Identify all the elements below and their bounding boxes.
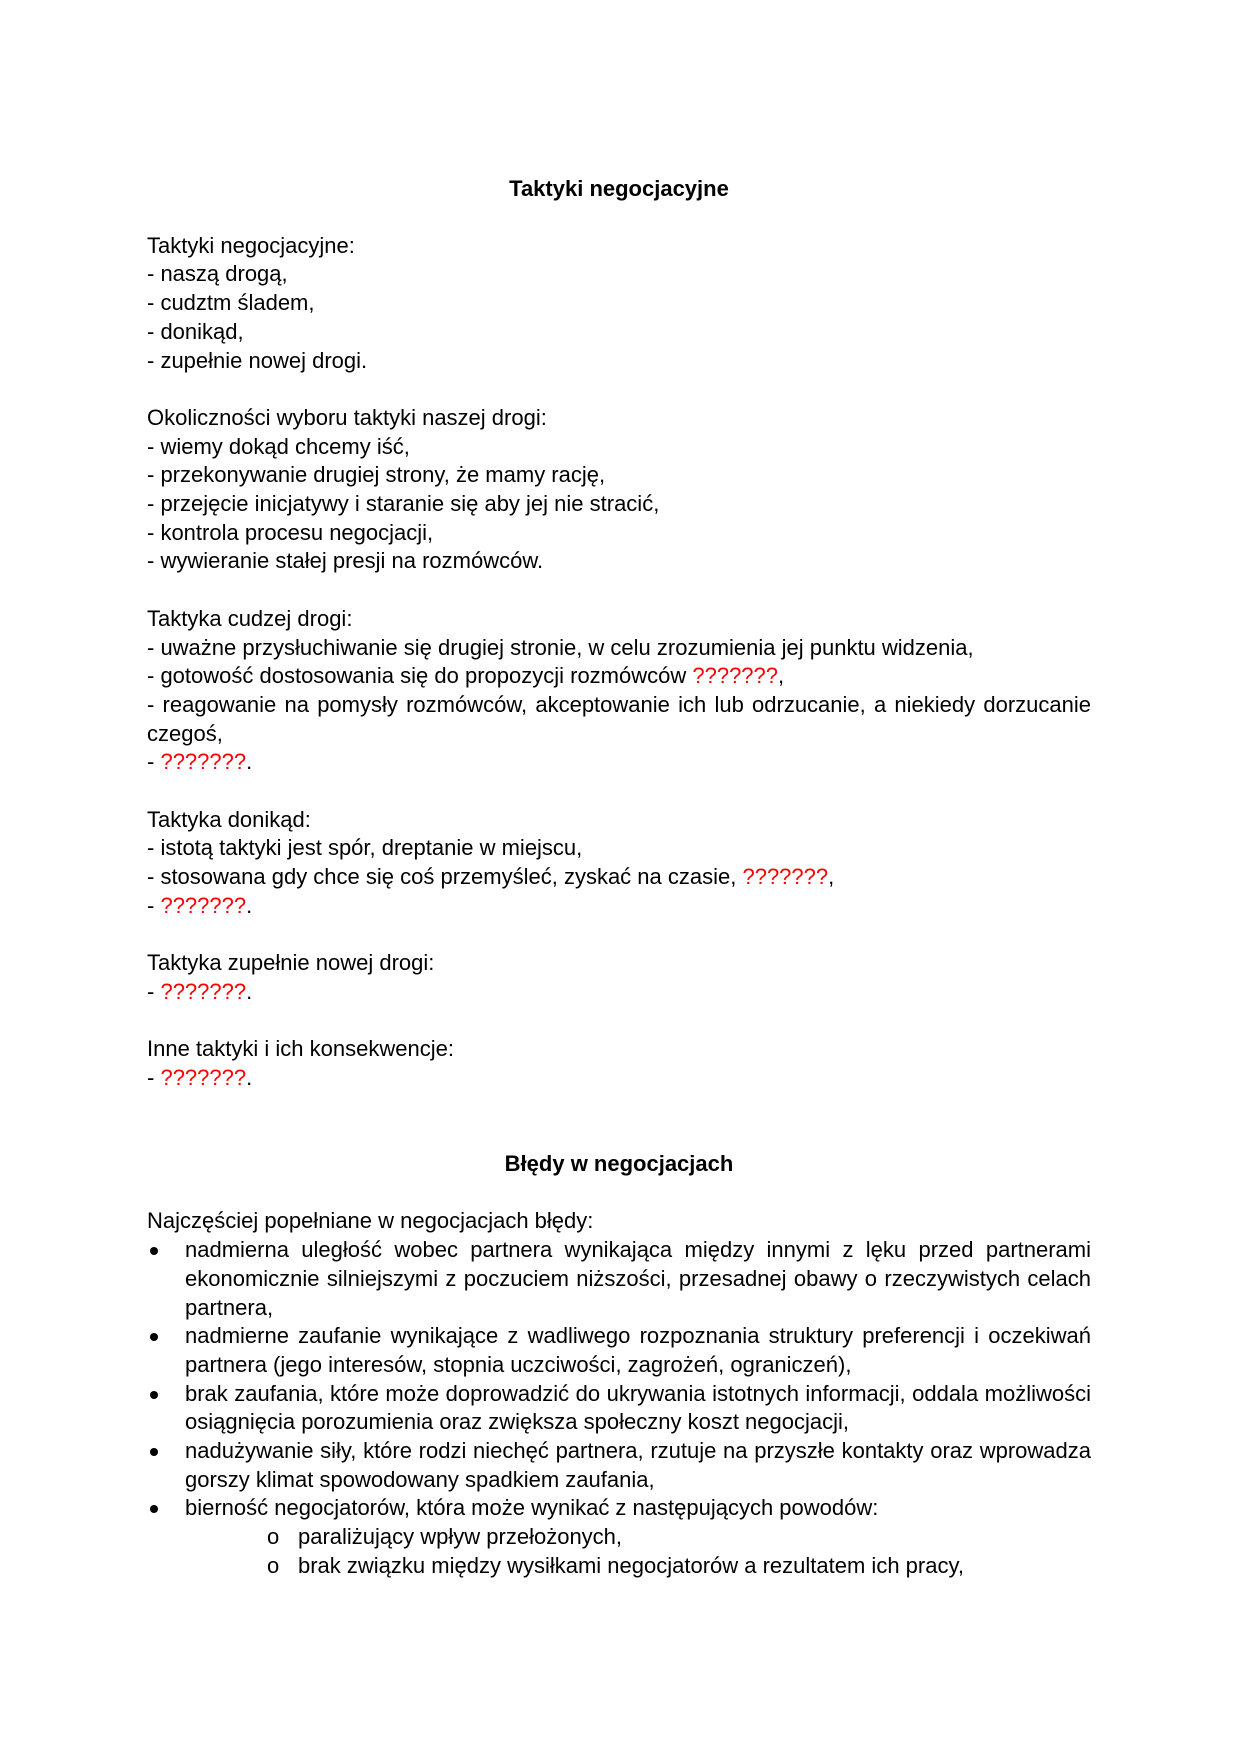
placeholder-marks: ??????? xyxy=(160,749,247,775)
list-item xyxy=(147,662,1091,691)
list-item: - donikąd, xyxy=(147,318,244,344)
section-head: Taktyka cudzej drogi: xyxy=(147,605,353,631)
bullet-text: nadmierna uległość wobec partnera wynikająca między innymi z lęku przed partnerami ekonomicznie silniejszymi z poczuciem niższości, przesadnej obawy o rzeczywistych celach partnera, xyxy=(185,1237,1091,1320)
placeholder-marks: ??????? xyxy=(160,892,247,918)
section-head: Taktyka zupełnie nowej drogi: xyxy=(147,950,435,976)
punct: . xyxy=(246,892,253,918)
list-item: - istotą taktyki jest spór, dreptanie w miejscu, xyxy=(147,835,583,861)
list-item: - naszą drogą, xyxy=(147,261,288,287)
sub-text: paraliżujący wpływ przełożonych, xyxy=(298,1524,623,1550)
circle-bullet-icon: o xyxy=(267,1552,280,1578)
list-item: - reagowanie na pomysły rozmówców, akceptowanie ich lub odrzucanie, a niekiedy dorzucanie czegoś, xyxy=(147,691,1091,746)
list-item xyxy=(147,863,1091,892)
heading-taktyki: Taktyki negocjacyjne xyxy=(509,176,729,201)
bullet-item xyxy=(147,1494,1091,1523)
bullet-icon xyxy=(150,1391,158,1399)
bullet-item xyxy=(147,1380,1091,1437)
dash: - xyxy=(147,892,161,918)
list-item: - kontrola procesu negocjacji, xyxy=(147,519,434,545)
bullet-text: bierność negocjatorów, która może wynikać z następujących powodów: xyxy=(185,1495,879,1521)
punct: , xyxy=(828,864,835,890)
dash: - xyxy=(147,749,161,775)
bullet-item xyxy=(147,1437,1091,1494)
sub-list xyxy=(147,1523,1091,1580)
bullet-item xyxy=(147,1322,1091,1379)
section-head: Inne taktyki i ich konsekwencje: xyxy=(147,1036,454,1062)
list-item: - uważne przysłuchiwanie się drugiej stronie, w celu zrozumienia jej punktu widzenia, xyxy=(147,634,974,660)
list-item: - przejęcie inicjatywy i staranie się aby jej nie stracić, xyxy=(147,491,660,516)
list-item: - wiemy dokąd chcemy iść, xyxy=(147,433,410,459)
list-item: - wywieranie stałej presji na rozmówców. xyxy=(147,548,544,574)
placeholder-marks: ??????? xyxy=(160,978,247,1004)
bullet-icon xyxy=(150,1505,158,1513)
sub-text: brak związku między wysiłkami negocjatorów a rezultatem ich pracy, xyxy=(298,1552,964,1578)
bullet-icon xyxy=(150,1247,158,1255)
sub-item xyxy=(147,1552,1091,1581)
punct: . xyxy=(246,1065,253,1090)
circle-bullet-icon: o xyxy=(267,1524,280,1550)
list-item: - przekonywanie drugiej strony, że mamy rację, xyxy=(147,462,606,488)
list-item: - cudztm śladem, xyxy=(147,290,315,316)
item-text: - stosowana gdy chce się coś przemyśleć, zyskać na czasie, xyxy=(147,864,743,890)
dash: - xyxy=(147,978,161,1004)
placeholder-marks: ??????? xyxy=(692,663,779,689)
heading-bledy: Błędy w negocjacjach xyxy=(504,1151,734,1177)
section-head: Okoliczności wyboru taktyki naszej drogi: xyxy=(147,404,547,430)
placeholder-marks: ??????? xyxy=(742,864,829,890)
punct: . xyxy=(246,978,253,1004)
section-head: Najczęściej popełniane w negocjacjach błędy: xyxy=(147,1208,594,1234)
section-head: Taktyki negocjacyjne: xyxy=(147,232,355,258)
item-text: - gotowość dostosowania się do propozycji rozmówców xyxy=(147,663,693,689)
bullet-icon xyxy=(150,1448,158,1456)
punct: , xyxy=(778,663,785,689)
bullet-item xyxy=(147,1236,1091,1322)
bullet-text: nadmierne zaufanie wynikające z wadliwego rozpoznania struktury preferencji i oczekiwań partnera (jego interesów, stopnia uczciwości, zagrożeń, ograniczeń), xyxy=(185,1323,1091,1377)
document-page xyxy=(147,175,1091,1581)
bullet-icon xyxy=(150,1333,158,1341)
placeholder-marks: ??????? xyxy=(160,1065,247,1090)
list-item xyxy=(147,748,1091,777)
list-item: - zupełnie nowej drogi. xyxy=(147,347,368,373)
sub-item xyxy=(147,1523,1091,1552)
list-item xyxy=(147,1064,1091,1093)
dash: - xyxy=(147,1065,161,1090)
punct: . xyxy=(246,749,253,775)
list-item xyxy=(147,978,1091,1007)
bullet-text: brak zaufania, które może doprowadzić do ukrywania istotnych informacji, oddala możliwości osiągnięcia porozumienia oraz zwiększa społeczny koszt negocjacji, xyxy=(185,1380,1091,1435)
bullet-list xyxy=(147,1236,1091,1523)
list-item xyxy=(147,892,1091,921)
bullet-text: nadużywanie siły, które rodzi niechęć partnera, rzutuje na przyszłe kontakty oraz wprowadza gorszy klimat spowodowany spadkiem zaufania, xyxy=(185,1438,1091,1492)
section-head: Taktyka donikąd: xyxy=(147,806,311,832)
